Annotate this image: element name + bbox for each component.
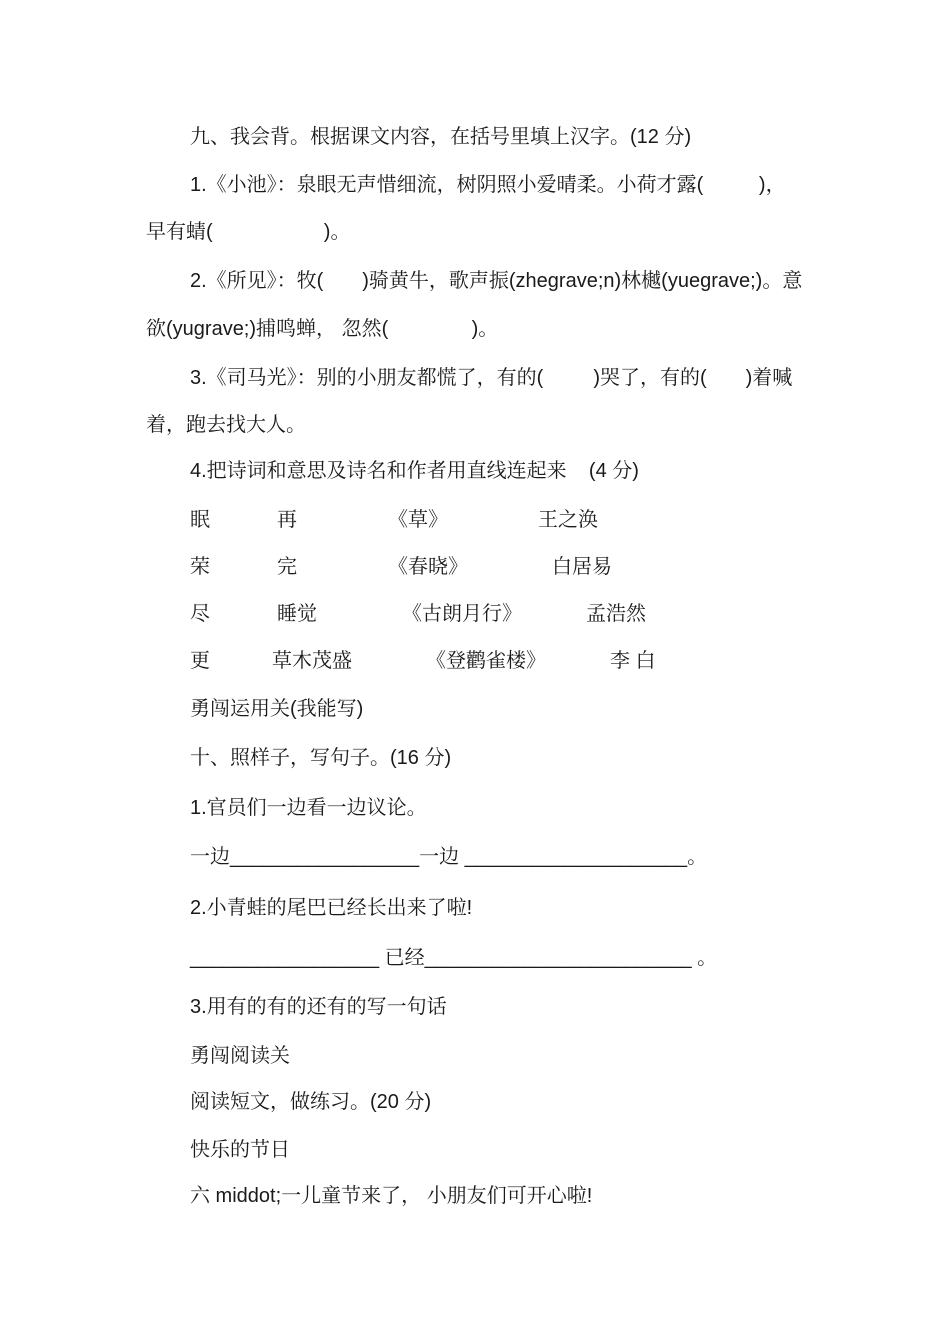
matching-word: 眠 [190, 509, 210, 531]
matching-author: 李 白 [610, 650, 656, 672]
matching-poem: 《草》 [388, 509, 448, 531]
q3-prompt: 3.用有的有的还有的写一句话 [190, 996, 447, 1018]
section-10-heading: 十、照样子，写句子。(16 分) [190, 747, 452, 769]
q2-fill-blank-line: _________________ 已经________________________ 。 [190, 947, 718, 969]
q1-poem-line-1: 1.《小池》：泉眼无声惜细流，树阴照小爱晴柔。小荷才露( )， [190, 174, 786, 196]
matching-word: 尽 [190, 603, 210, 625]
q1-fill-blank-line: 一边_________________一边 ____________________。 [190, 846, 708, 868]
reading-stage-title: 勇闯阅读关 [190, 1045, 290, 1067]
q3-text-line-2: 着，跑去找大人。 [146, 414, 306, 436]
matching-poem: 《古朗月行》 [402, 603, 522, 625]
q1-example-sentence: 1.官员们一边看一边议论。 [190, 797, 427, 819]
passage-title: 快乐的节日 [190, 1139, 290, 1161]
matching-word: 荣 [190, 556, 210, 578]
q4-heading: 4.把诗词和意思及诗名和作者用直线连起来 (4 分) [190, 460, 639, 482]
matching-poem: 《春晓》 [388, 556, 468, 578]
matching-author: 王之涣 [538, 509, 598, 531]
matching-meaning: 草木茂盛 [272, 650, 352, 672]
q2-poem-line-2: 欲(yugrave;)捕鸣蝉， 忽然( )。 [146, 318, 499, 340]
section-9-heading: 九、我会背。根据课文内容，在括号里填上汉字。(12 分) [190, 126, 692, 148]
matching-meaning: 再 [277, 509, 297, 531]
q2-poem-line-1: 2.《所见》：牧( )骑黄牛，歌声振(zhegrave;n)林樾(yuegrave;)。意 [190, 270, 803, 292]
matching-author: 白居易 [552, 556, 612, 578]
matching-meaning: 睡觉 [277, 603, 317, 625]
q1-poem-line-2: 早有蜻( )。 [146, 221, 351, 243]
matching-word: 更 [190, 650, 210, 672]
matching-author: 孟浩然 [586, 603, 646, 625]
matching-meaning: 完 [277, 556, 297, 578]
q2-example-sentence: 2.小青蛙的尾巴已经长出来了啦! [190, 897, 473, 919]
q3-text-line-1: 3.《司马光》：别的小朋友都慌了，有的( )哭了，有的( )着喊 [190, 367, 793, 389]
matching-poem: 《登鹳雀楼》 [426, 650, 546, 672]
reading-instruction: 阅读短文，做练习。(20 分) [190, 1091, 432, 1113]
passage-line-1: 六 middot;一儿童节来了， 小朋友们可开心啦! [190, 1185, 593, 1207]
application-stage-title: 勇闯运用关(我能写) [190, 698, 364, 720]
